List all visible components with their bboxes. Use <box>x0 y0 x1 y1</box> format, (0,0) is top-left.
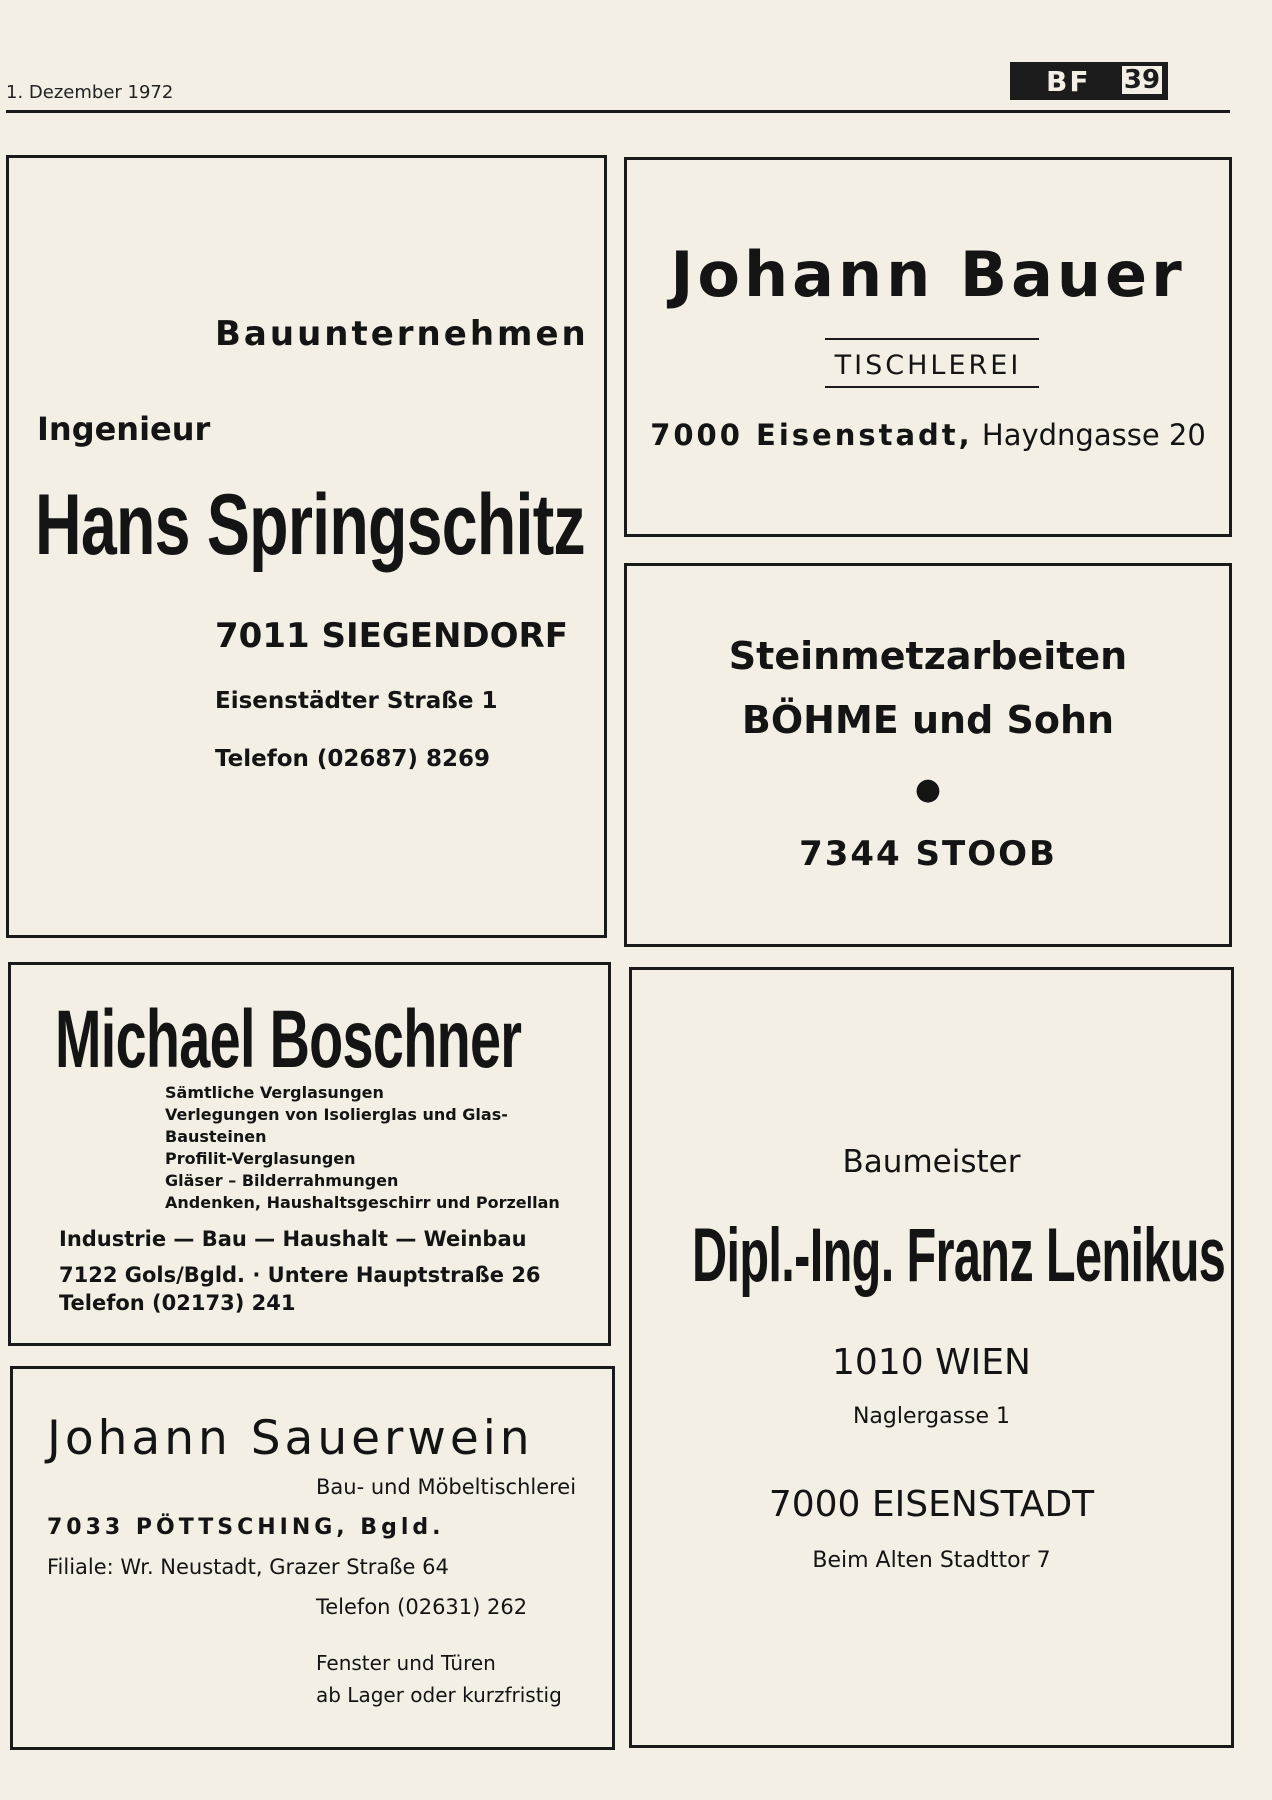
boschner-service-2: Verlegungen von Isolierglas und Glas- <box>165 1105 508 1124</box>
header-date: 1. Dezember 1972 <box>6 82 174 103</box>
boschner-sectors: Industrie — Bau — Haushalt — Weinbau <box>59 1227 527 1251</box>
springschitz-city: 7011 SIEGENDORF <box>215 616 568 656</box>
sauerwein-city: 7033 PÖTTSCHING, Bgld. <box>47 1515 445 1540</box>
sauerwein-trade: Bau- und Möbeltischlerei <box>316 1475 577 1499</box>
springschitz-phone: Telefon (02687) 8269 <box>215 746 490 772</box>
boschner-phone: Telefon (02173) 241 <box>59 1291 296 1315</box>
page-number: 39 <box>1120 64 1164 96</box>
springschitz-name: Hans Springschitz <box>35 477 585 573</box>
springschitz-line1: Bauunternehmen <box>215 314 589 354</box>
ad-bauer <box>624 157 1232 537</box>
sauerwein-name: Johann Sauerwein <box>47 1411 534 1466</box>
ad-springschitz <box>6 155 607 938</box>
lenikus-city1: 1010 WIEN <box>832 1342 1031 1383</box>
bauer-name: Johann Bauer <box>670 238 1186 311</box>
boehme-line2: BÖHME und Sohn <box>741 698 1115 742</box>
sauerwein-offer2: ab Lager oder kurzfristig <box>316 1683 562 1707</box>
sauerwein-branch: Filiale: Wr. Neustadt, Grazer Straße 64 <box>47 1555 449 1579</box>
boschner-service-3: Bausteinen <box>165 1127 267 1146</box>
lenikus-street2: Beim Alten Stadttor 7 <box>812 1548 1051 1573</box>
springschitz-street: Eisenstädter Straße 1 <box>215 688 498 714</box>
lenikus-city2: 7000 EISENSTADT <box>768 1484 1095 1525</box>
boschner-service-6: Andenken, Haushaltsgeschirr und Porzellan <box>165 1193 560 1212</box>
boschner-service-1: Sämtliche Verglasungen <box>165 1083 384 1102</box>
ad-boschner <box>8 962 611 1346</box>
sauerwein-phone: Telefon (02631) 262 <box>316 1595 528 1619</box>
boehme-bullet: ● <box>914 772 942 807</box>
bauer-address-city: 7000 Eisenstadt, <box>650 418 973 452</box>
header-badge-label: BF <box>1046 65 1091 98</box>
bauer-trade: TISCHLEREI <box>834 350 1022 381</box>
header-badge <box>1010 62 1168 100</box>
bauer-rule-bottom <box>825 386 1039 388</box>
bauer-address <box>627 418 1229 452</box>
boehme-line1: Steinmetzarbeiten <box>728 634 1128 678</box>
boschner-address: 7122 Gols/Bgld. · Untere Hauptstraße 26 <box>59 1263 541 1287</box>
lenikus-title: Baumeister <box>842 1144 1021 1180</box>
bauer-rule-top <box>825 338 1039 340</box>
lenikus-street1: Naglergasse 1 <box>852 1404 1011 1429</box>
header-rule <box>6 110 1230 113</box>
ad-sauerwein <box>10 1366 615 1750</box>
ad-lenikus <box>629 967 1234 1748</box>
lenikus-name: Dipl.-Ing. Franz Lenikus <box>692 1213 1226 1298</box>
boschner-service-4: Profilit-Verglasungen <box>165 1149 356 1168</box>
bauer-address-street: Haydngasse 20 <box>981 418 1206 452</box>
ad-boehme <box>624 563 1232 947</box>
springschitz-line2: Ingenieur <box>37 410 211 448</box>
boschner-name: Michael Boschner <box>55 994 522 1085</box>
boehme-city: 7344 STOOB <box>799 834 1057 874</box>
boschner-service-5: Gläser – Bilderrahmungen <box>165 1171 399 1190</box>
sauerwein-offer1: Fenster und Türen <box>316 1651 496 1675</box>
